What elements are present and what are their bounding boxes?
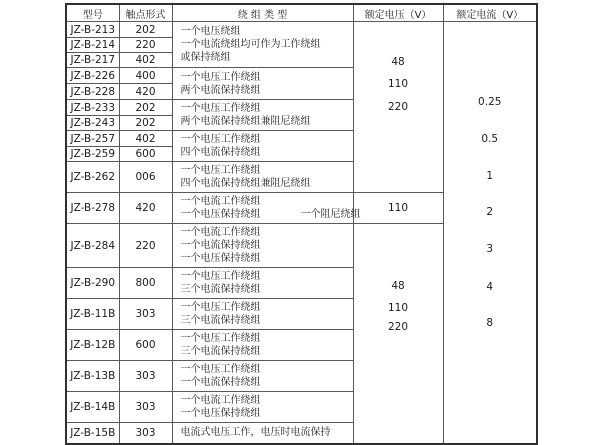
- voltage-value: 220: [387, 321, 409, 333]
- winding-line: 一个电流保持绕组: [180, 377, 261, 388]
- model-cell: JZ-B-15B: [66, 423, 119, 444]
- winding-cell: [172, 22, 353, 68]
- contact-cell: 303: [119, 361, 172, 392]
- voltage-value: 110: [387, 302, 409, 314]
- voltage-value: 220: [387, 101, 409, 113]
- winding-cell: [172, 193, 361, 224]
- winding-cell: [172, 423, 353, 444]
- header-winding: 绕 组 类 型: [172, 4, 353, 22]
- contact-cell: 303: [119, 299, 172, 330]
- header-current: 额定电流（V）: [443, 4, 537, 22]
- contact-cell: 420: [119, 84, 172, 100]
- current-value: 0.25: [478, 96, 502, 108]
- voltage-value: 48: [391, 56, 405, 68]
- header-model: 型号: [66, 4, 119, 22]
- header-row: [66, 4, 537, 22]
- contact-cell: 600: [119, 330, 172, 361]
- winding-cell: [172, 224, 353, 268]
- current-value: 2: [486, 206, 494, 218]
- winding-cell: [172, 299, 353, 330]
- model-cell: JZ-B-11B: [66, 299, 119, 330]
- winding-cell: [172, 392, 353, 423]
- winding-line: 一个电压工作绕组: [180, 165, 261, 176]
- contact-cell: 303: [119, 423, 172, 444]
- model-cell: JZ-B-257: [66, 131, 119, 147]
- winding-line: 一个电流工作绕组: [180, 227, 261, 238]
- contact-cell: 402: [119, 131, 172, 147]
- current-value: 3: [486, 243, 494, 255]
- winding-cell: [172, 268, 353, 299]
- model-cell: JZ-B-233: [66, 100, 119, 116]
- contact-cell: 202: [119, 22, 172, 38]
- contact-cell: 006: [119, 162, 172, 193]
- winding-line: 一个电压工作绕组: [180, 302, 261, 313]
- contact-cell: 400: [119, 68, 172, 84]
- model-cell: JZ-B-14B: [66, 392, 119, 423]
- model-cell: JZ-B-228: [66, 84, 119, 100]
- winding-line: 两个电流保持绕组: [180, 84, 261, 96]
- voltage-cell: [353, 224, 443, 444]
- winding-line: 一个电压工作绕组: [180, 271, 261, 282]
- winding-line: 电流式电压工作，电压时电流保持: [180, 427, 331, 439]
- model-cell: JZ-B-213: [66, 22, 119, 38]
- winding-line: 一个电压工作绕组: [180, 71, 261, 83]
- model-cell: JZ-B-262: [66, 162, 119, 193]
- model-cell: JZ-B-278: [66, 193, 119, 224]
- winding-line: 一个电压工作绕组: [180, 364, 261, 375]
- model-cell: JZ-B-214: [66, 38, 119, 53]
- winding-line: 一个电压绕组: [180, 26, 241, 37]
- current-value: 8: [486, 317, 494, 329]
- contact-cell: 202: [119, 116, 172, 131]
- winding-cell: [172, 100, 353, 131]
- spec-table: [65, 3, 538, 445]
- contact-cell: 402: [119, 53, 172, 68]
- voltage-value: 110: [387, 78, 409, 90]
- voltage-cell: 110: [353, 193, 443, 224]
- winding-line: 一个电流工作绕组: [180, 395, 261, 406]
- current-cell: [443, 22, 537, 444]
- winding-line: 一个电流绕组均可作为工作绕组: [180, 39, 321, 50]
- winding-line: 一个电压工作绕组: [180, 134, 261, 145]
- winding-line: 一个电压保持绕组: [180, 408, 261, 419]
- winding-line: 两个电流保持绕组兼阻尼绕组: [180, 116, 311, 127]
- winding-cell: [172, 330, 353, 361]
- model-cell: JZ-B-259: [66, 147, 119, 162]
- voltage-value: 48: [391, 280, 405, 292]
- winding-line: 四个电流保持绕组: [180, 147, 261, 158]
- model-cell: JZ-B-12B: [66, 330, 119, 361]
- current-value: 0.5: [481, 133, 499, 145]
- winding-line: 一个电压工作绕组: [180, 103, 261, 114]
- current-value: 1: [486, 170, 494, 182]
- contact-cell: 800: [119, 268, 172, 299]
- contact-cell: 600: [119, 147, 172, 162]
- contact-cell: 202: [119, 100, 172, 116]
- winding-line: 一个电流保持绕组: [180, 240, 261, 251]
- winding-line: 一个电压工作绕组: [180, 333, 261, 344]
- contact-cell: 303: [119, 392, 172, 423]
- header-contact: 触点形式: [119, 4, 172, 22]
- winding-line: 三个电流保持绕组: [180, 346, 261, 357]
- contact-cell: 220: [119, 224, 172, 268]
- contact-cell: 420: [119, 193, 172, 224]
- table-row: [66, 22, 537, 38]
- winding-line: 一个电流工作绕组: [180, 196, 261, 207]
- header-voltage: 额定电压（V）: [353, 4, 443, 22]
- winding-cell: [172, 361, 353, 392]
- winding-cell: [172, 131, 353, 162]
- voltage-cell: [353, 22, 443, 193]
- winding-cell: [172, 162, 353, 193]
- winding-line: 一个电压保持绕组: [180, 253, 261, 264]
- winding-line: 三个电流保持绕组: [180, 284, 261, 295]
- winding-line: 或保持绕组: [180, 52, 231, 63]
- model-cell: JZ-B-13B: [66, 361, 119, 392]
- model-cell: JZ-B-290: [66, 268, 119, 299]
- model-cell: JZ-B-226: [66, 68, 119, 84]
- model-cell: JZ-B-217: [66, 53, 119, 68]
- current-value: 4: [486, 281, 494, 293]
- winding-line: 一个电压保持绕组 一个阻尼绕组: [180, 209, 361, 220]
- model-cell: JZ-B-243: [66, 116, 119, 131]
- winding-cell: [172, 68, 353, 100]
- winding-line: 三个电流保持绕组: [180, 315, 261, 326]
- contact-cell: 220: [119, 38, 172, 53]
- model-cell: JZ-B-284: [66, 224, 119, 268]
- winding-line: 四个电流保持绕组兼阻尼绕组: [180, 178, 311, 189]
